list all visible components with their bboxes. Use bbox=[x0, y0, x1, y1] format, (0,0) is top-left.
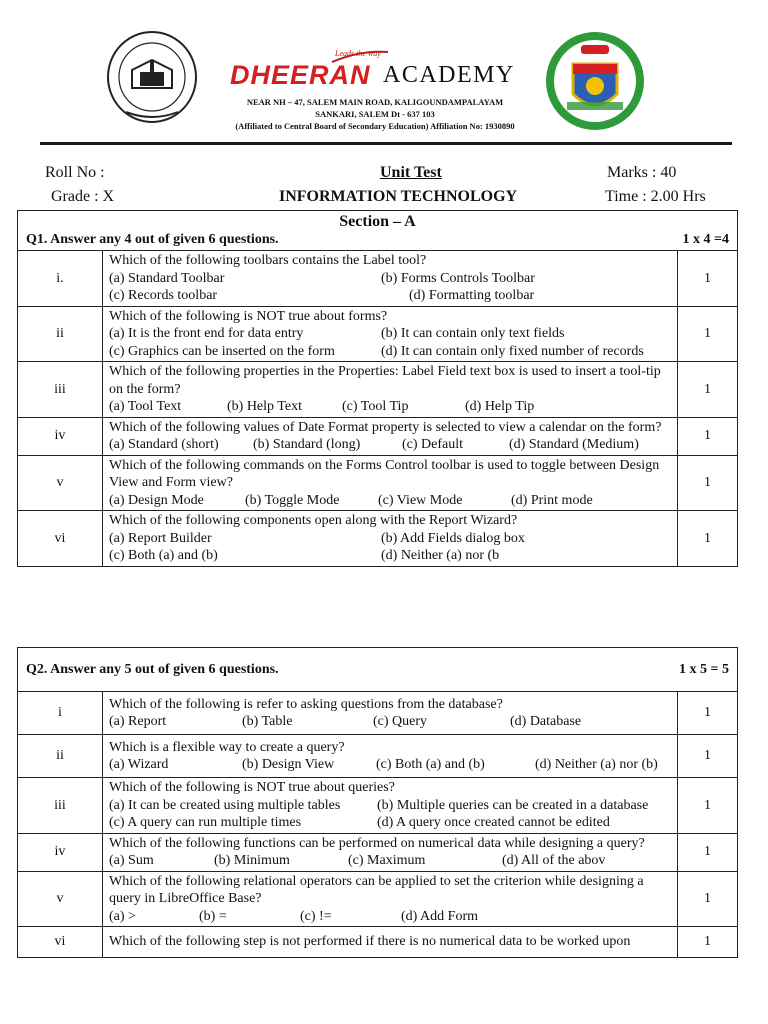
question-number: vi bbox=[18, 927, 103, 958]
brand-suffix: ACADEMY bbox=[383, 62, 515, 88]
question-mark: 1 bbox=[677, 251, 737, 307]
question-mark: 1 bbox=[678, 927, 738, 958]
option-a: (a) > bbox=[109, 908, 136, 924]
q2-marks: 1 x 5 = 5 bbox=[679, 661, 729, 677]
brand-name: DHEERAN bbox=[230, 60, 371, 90]
address-line-2: SANKARI, SALEM Dt - 637 103 bbox=[315, 109, 435, 119]
option-d: (d) Neither (a) nor (b) bbox=[535, 757, 658, 772]
option-c: (c) A query can run multiple times bbox=[109, 815, 302, 830]
question-mark: 1 bbox=[678, 778, 738, 834]
option-b: (b) Design View bbox=[242, 757, 335, 772]
q1-marks: 1 x 4 =4 bbox=[682, 231, 729, 247]
question-row bbox=[18, 362, 738, 418]
option-a: (a) It is the front end for data entry bbox=[109, 326, 304, 341]
question-row bbox=[18, 251, 738, 307]
question-text: Which of the following properties in the Properties: Label Field text box is used to insert a tool-tip on the form? bbox=[109, 364, 661, 397]
question-text: Which of the following toolbars contains the Label tool? bbox=[109, 253, 427, 268]
option-c: (c) View Mode bbox=[378, 492, 463, 508]
dheeran-logo bbox=[543, 30, 647, 132]
section-header-row bbox=[18, 211, 738, 251]
section-title: Section – A bbox=[339, 213, 416, 230]
roll-no-label: Roll No : bbox=[45, 164, 105, 181]
question-mark: 1 bbox=[678, 833, 738, 871]
option-c: (c) Both (a) and (b) bbox=[376, 757, 485, 772]
question-mark: 1 bbox=[678, 871, 738, 927]
address-line-1: NEAR NH – 47, SALEM MAIN ROAD, KALIGOUNDAMPALAYAM bbox=[246, 97, 504, 107]
question-text: Which of the following is NOT true about forms? bbox=[109, 308, 388, 324]
option-d: (d) Database bbox=[510, 714, 582, 729]
question-number: vi bbox=[18, 511, 103, 567]
q2-header-row bbox=[18, 648, 738, 692]
question-mark: 1 bbox=[677, 511, 737, 567]
option-b: (b) It can contain only text fields bbox=[381, 326, 565, 341]
grade-label: Grade : X bbox=[51, 188, 115, 205]
question-mark: 1 bbox=[678, 692, 738, 735]
marks-label: Marks : 40 bbox=[607, 164, 677, 181]
option-c: (c) != bbox=[300, 908, 332, 924]
question-number: iv bbox=[18, 833, 103, 871]
question-text: Which of the following functions can be performed on numerical data while designing a query? bbox=[109, 835, 645, 851]
question-row bbox=[18, 833, 738, 871]
option-c: (c) Query bbox=[373, 714, 428, 729]
question-row bbox=[18, 735, 738, 778]
question-text: Which is a flexible way to create a query? bbox=[109, 739, 345, 755]
question-mark: 1 bbox=[677, 455, 737, 511]
question-mark: 1 bbox=[677, 362, 737, 418]
option-a: (a) Report Builder bbox=[109, 530, 212, 546]
question-text: Which of the following is NOT true about queries? bbox=[109, 780, 395, 795]
question-number: i. bbox=[18, 251, 103, 307]
option-b: (b) Table bbox=[242, 714, 293, 729]
question-text: Which of the following values of Date Format property is selected to view a calendar on the form? bbox=[109, 419, 662, 435]
question-row bbox=[18, 306, 738, 362]
option-a: (a) Sum bbox=[109, 853, 154, 868]
option-a: (a) Tool Text bbox=[109, 399, 182, 414]
option-b: (b) Help Text bbox=[227, 399, 302, 414]
question-number: iii bbox=[18, 362, 103, 418]
q2-table bbox=[17, 647, 738, 958]
option-d: (d) Standard (Medium) bbox=[509, 437, 639, 452]
option-b: (b) Minimum bbox=[214, 853, 290, 868]
question-text: Which of the following commands on the Forms Control toolbar is used to toggle between Design View and Form view? bbox=[109, 457, 660, 490]
option-c: (c) Default bbox=[402, 437, 464, 452]
question-number: iii bbox=[18, 778, 103, 834]
tagline: Leads the way bbox=[335, 49, 381, 58]
question-text: Which of the following relational operators can be applied to set the criterion while designing a query in LibreOffice Base? bbox=[109, 873, 644, 906]
test-title: Unit Test bbox=[380, 164, 442, 181]
option-b: (b) Forms Controls Toolbar bbox=[381, 270, 535, 286]
cbse-logo bbox=[106, 30, 198, 128]
q1-instruction: Q1. Answer any 4 out of given 6 questions. bbox=[26, 231, 279, 247]
question-mark: 1 bbox=[678, 735, 738, 778]
option-c: (c) Graphics can be inserted on the form bbox=[109, 343, 335, 359]
question-number: v bbox=[18, 455, 103, 511]
option-c: (c) Maximum bbox=[348, 853, 426, 868]
option-d: (d) Formatting toolbar bbox=[409, 288, 535, 303]
option-c: (c) Records toolbar bbox=[109, 288, 218, 303]
option-d: (d) Add Form bbox=[401, 908, 478, 924]
question-text: Which of the following is refer to asking questions from the database? bbox=[109, 696, 503, 712]
option-d: (d) Print mode bbox=[511, 492, 593, 508]
option-a: (a) Report bbox=[109, 714, 167, 729]
option-b: (b) = bbox=[199, 908, 227, 924]
option-d: (d) Neither (a) nor (b bbox=[381, 548, 500, 563]
question-number: i bbox=[18, 692, 103, 735]
option-d: (d) Help Tip bbox=[465, 399, 535, 414]
question-text: Which of the following components open along with the Report Wizard? bbox=[109, 513, 518, 528]
question-row bbox=[18, 455, 738, 511]
option-a: (a) Design Mode bbox=[109, 492, 204, 508]
question-number: iv bbox=[18, 417, 103, 455]
question-text: Which of the following step is not performed if there is no numerical data to be worked upon bbox=[109, 934, 631, 950]
option-a: (a) Standard Toolbar bbox=[109, 270, 225, 286]
option-a: (a) Standard (short) bbox=[109, 437, 219, 452]
option-d: (d) A query once created cannot be edited bbox=[377, 815, 610, 830]
option-b: (b) Standard (long) bbox=[253, 437, 361, 452]
question-mark: 1 bbox=[677, 417, 737, 455]
header-divider bbox=[40, 142, 732, 145]
option-c: (c) Both (a) and (b) bbox=[109, 548, 218, 563]
question-number: ii bbox=[18, 735, 103, 778]
question-row bbox=[18, 927, 738, 958]
question-row bbox=[18, 871, 738, 927]
time-label: Time : 2.00 Hrs bbox=[605, 188, 706, 205]
option-a: (a) It can be created using multiple tables bbox=[109, 797, 341, 813]
option-d: (d) All of the abov bbox=[502, 853, 606, 868]
q1-table bbox=[17, 210, 738, 567]
question-mark: 1 bbox=[677, 306, 737, 362]
option-b: (b) Multiple queries can be created in a database bbox=[377, 797, 649, 813]
subject-title: INFORMATION TECHNOLOGY bbox=[279, 188, 518, 205]
q2-instruction: Q2. Answer any 5 out of given 6 questions. bbox=[26, 661, 279, 677]
question-row bbox=[18, 778, 738, 834]
option-a: (a) Wizard bbox=[109, 757, 169, 772]
question-number: v bbox=[18, 871, 103, 927]
question-row bbox=[18, 417, 738, 455]
option-b: (b) Toggle Mode bbox=[245, 492, 340, 508]
option-c: (c) Tool Tip bbox=[342, 399, 409, 414]
question-row bbox=[18, 692, 738, 735]
option-b: (b) Add Fields dialog box bbox=[381, 530, 525, 546]
option-d: (d) It can contain only fixed number of records bbox=[381, 343, 644, 359]
question-number: ii bbox=[18, 306, 103, 362]
question-row bbox=[18, 511, 738, 567]
address-line-3: (Affiliated to Central Board of Secondary Education) Affiliation No: 1930890 bbox=[235, 121, 515, 131]
